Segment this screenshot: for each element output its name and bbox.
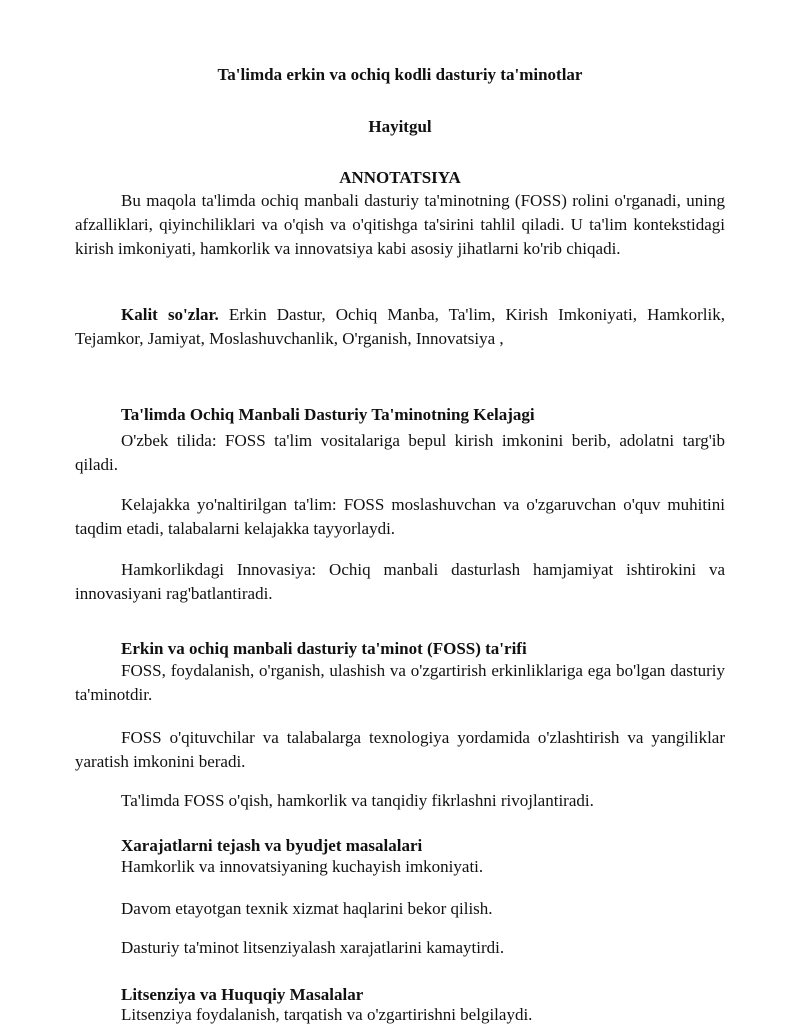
keywords-label: Kalit so'zlar. (121, 305, 219, 324)
section-foss-paragraph-2: FOSS o'qituvchilar va talabalarga texnologiya yordamida o'zlashtirish va yangiliklar yaratish imkonini beradi. (75, 728, 725, 771)
section-heading-licensing: Litsenziya va Huquqiy Masalalar (121, 985, 364, 1004)
abstract-text: Bu maqola ta'limda ochiq manbali dasturiy ta'minotning (FOSS) rolini o'rganadi, uning afzalliklari, qiyinchiliklari va o'qish va o'qitishga ta'sirini tahlil qiladi. U ta'lim kontekstidagi kirish imkoniyati, hamkorlik va innovatsiya kabi asosiy jihatlarni ko'rib chiqadi. (75, 191, 725, 258)
costs-item-3: Dasturiy ta'minot litsenziyalash xarajatlarini kamaytirdi. (121, 938, 505, 957)
costs-item-1: Hamkorlik va innovatsiyaning kuchayish imkoniyati. (121, 857, 484, 876)
section-foss-paragraph-1: FOSS, foydalanish, o'rganish, ulashish va o'zgartirish erkinliklariga ega bo'lgan dasturiy ta'minotdir. (75, 661, 725, 704)
keywords-list: Erkin Dastur, Ochiq Manba, Ta'lim, Kirish Imkoniyati, Hamkorlik, Tejamkor, Jamiyat, Moslashuvchanlik, O'rganish, Innovatsiya , (75, 305, 725, 348)
costs-item-2: Davom etayotgan texnik xizmat haqlarini bekor qilish. (121, 899, 493, 918)
section-future-paragraph-3: Hamkorlikdagi Innovasiya: Ochiq manbali dasturlash hamjamiyat ishtirokini va innovasiyani rag'batlantiradi. (75, 560, 725, 603)
section-future-paragraph-2: Kelajakka yo'naltirilgan ta'lim: FOSS moslashuvchan va o'zgaruvchan o'quv muhitini taqdim etadi, talabalarni kelajakka tayyorlaydi. (75, 495, 725, 538)
section-future-paragraph-1: O'zbek tilida: FOSS ta'lim vositalariga bepul kirish imkonini berib, adolatni targ'ib qiladi. (75, 431, 725, 474)
section-heading-future: Ta'limda Ochiq Manbali Dasturiy Ta'minotning Kelajagi (121, 405, 535, 424)
licensing-item-1: Litsenziya foydalanish, tarqatish va o'zgartirishni belgilaydi. (121, 1005, 533, 1024)
abstract-heading: ANNOTATSIYA (339, 168, 461, 187)
section-heading-foss-definition: Erkin va ochiq manbali dasturiy ta'minot (FOSS) ta'rifi (121, 639, 527, 658)
author-name: Hayitgul (368, 117, 432, 136)
document-title: Ta'limda erkin va ochiq kodli dasturiy ta'minotlar (217, 65, 583, 84)
section-heading-costs: Xarajatlarni tejash va byudjet masalalari (121, 836, 423, 855)
keywords-paragraph (75, 303, 725, 351)
section-foss-paragraph-3: Ta'limda FOSS o'qish, hamkorlik va tanqidiy fikrlashni rivojlantiradi. (121, 791, 594, 810)
